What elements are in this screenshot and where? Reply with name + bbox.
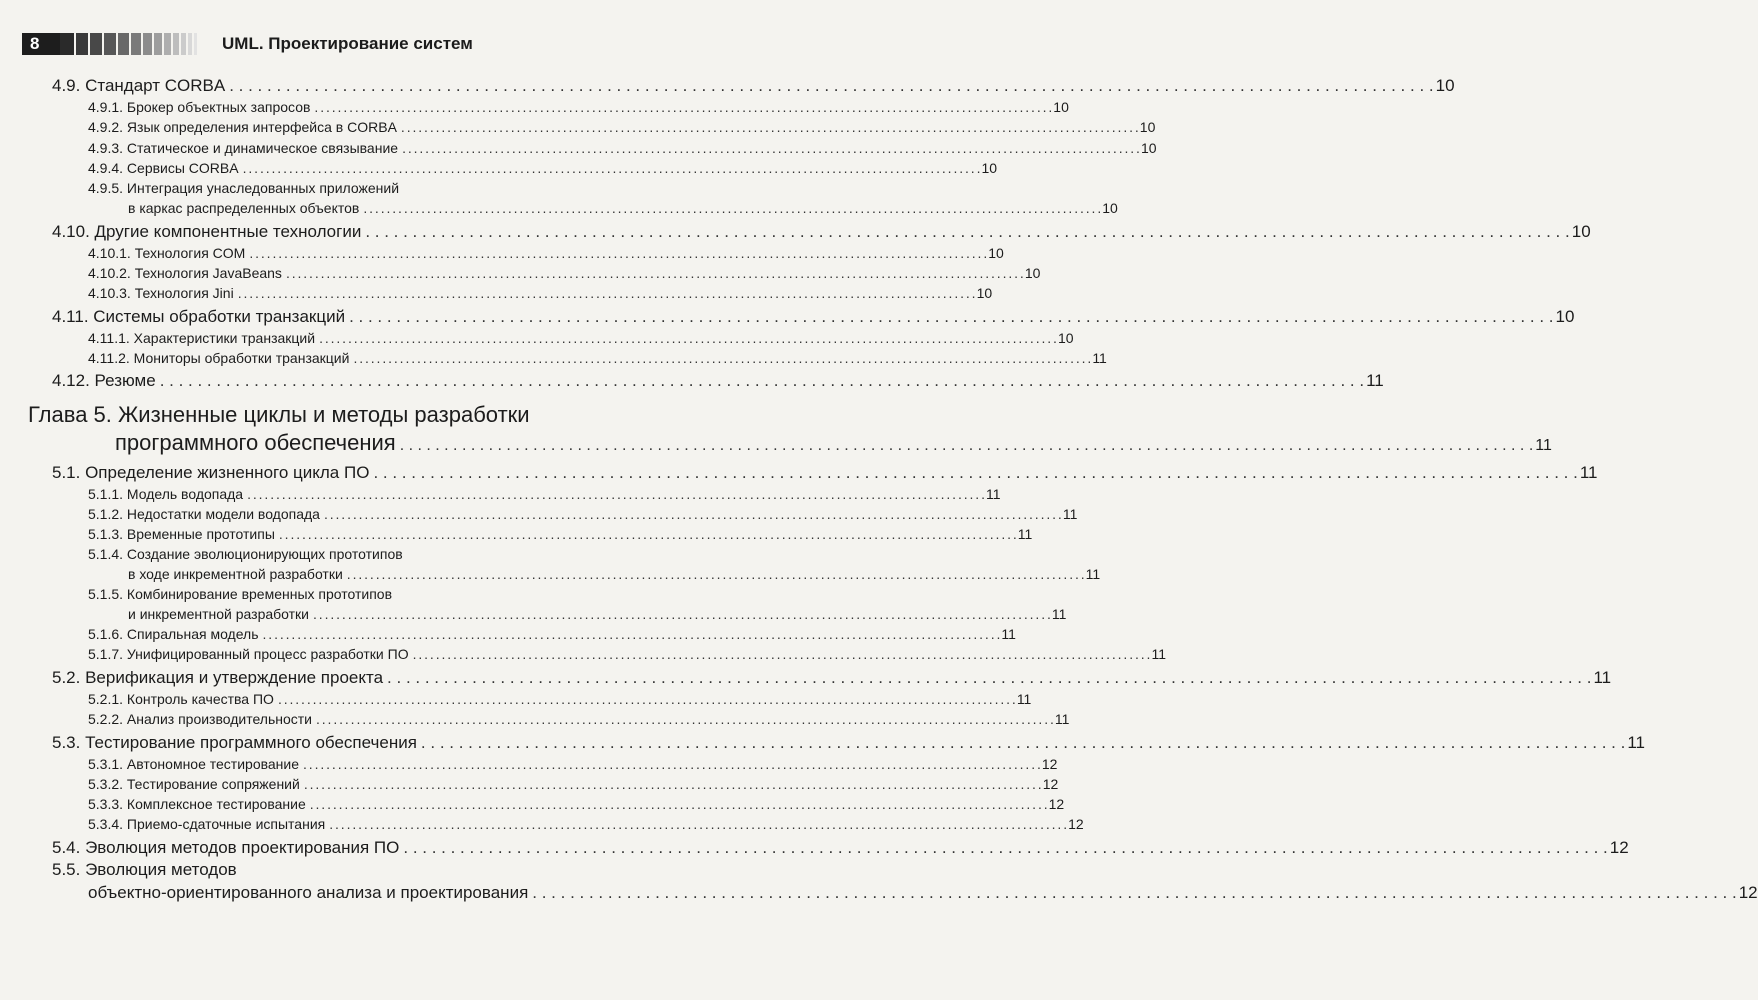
toc-entry-page: 11: [985, 486, 1001, 502]
toc-entry: [88, 646, 1166, 662]
toc-entry-page: 11: [1593, 668, 1612, 687]
toc-entry-page: 10: [1571, 222, 1591, 241]
toc-entry-title: 4.9.4. Сервисы CORBA: [88, 160, 239, 176]
toc-entry: [52, 838, 1629, 858]
toc-entry-page: 12: [1048, 796, 1065, 812]
toc-entry: [88, 119, 1156, 135]
toc-entry: [88, 796, 1065, 812]
toc-entry-page: 11: [1016, 691, 1032, 707]
toc-entry-page: 10: [1435, 76, 1455, 95]
toc-chapter-entry: [115, 430, 1552, 455]
toc-entry-title: 5.3.2. Тестирование сопряжений: [88, 776, 300, 792]
toc-entry-page: 11: [1627, 733, 1645, 752]
toc-entry-title: 5.5. Эволюция методов: [52, 860, 237, 879]
toc-entry: [88, 816, 1084, 832]
toc-entry: [88, 626, 1016, 642]
toc-entry-page: 10: [1140, 140, 1157, 156]
toc-entry-title: 5.3.4. Приемо-сдаточные испытания: [88, 816, 326, 832]
toc-entry-page: 10: [1053, 99, 1069, 115]
toc-entry-title: 5.1.1. Модель водопада: [88, 486, 244, 502]
toc-entry-page: 11: [1001, 626, 1016, 642]
toc-entry-page: 10: [1057, 330, 1074, 346]
toc-entry-title: 5.3. Тестирование программного обеспечения: [52, 733, 417, 752]
toc-entry-title: 4.12. Резюме: [52, 371, 156, 390]
toc-entry-title: 5.1.5. Комбинирование временных прототипов: [88, 586, 393, 602]
toc-entry: [52, 222, 1591, 242]
header-title: UML. Проектирование систем: [222, 34, 473, 53]
toc-entry-title: 5.1.3. Временные прототипы: [88, 526, 275, 542]
toc-entry: [88, 691, 1032, 707]
toc-entry-page: 12: [1042, 776, 1059, 792]
toc-entry-title: 4.11.2. Мониторы обработки транзакций: [88, 350, 350, 366]
toc-entry-page: 12: [1041, 756, 1058, 772]
toc-entry-title: 4.9.2. Язык определения интерфейса в CORBA: [88, 119, 397, 135]
toc-entry-title: 5.3.1. Автономное тестирование: [88, 756, 300, 772]
toc-entry: [128, 200, 1118, 216]
toc-entry: [88, 883, 1758, 903]
toc-entry: [128, 606, 1067, 622]
toc-entry-page: 10: [1139, 119, 1156, 135]
toc-entry: [52, 307, 1575, 327]
toc-entry-title: 4.9.1. Брокер объектных запросов: [88, 99, 311, 115]
toc-entry: [88, 285, 993, 301]
toc-entry-title: объектно-ориентированного анализа и проектирования: [88, 883, 529, 902]
toc-entry-title: 4.11.1. Характеристики транзакций: [88, 330, 316, 346]
toc-entry-title: 4.10.1. Технология COM: [88, 245, 246, 261]
toc-entry: [52, 733, 1645, 753]
toc-entry-title: 4.9.3. Статическое и динамическое связывание: [88, 140, 399, 156]
toc-entry: [88, 711, 1070, 727]
toc-entry-title: 4.10.3. Технология Jini: [88, 285, 234, 301]
toc-entry-title: в ходе инкрементной разработки: [128, 566, 343, 582]
toc-entry: [88, 265, 1041, 281]
toc-entry-title: 5.1.6. Спиральная модель: [88, 626, 259, 642]
toc-entry: [88, 776, 1059, 792]
toc-entry-title: 4.10. Другие компонентные технологии: [52, 222, 362, 241]
toc-entry-page: 12: [1068, 816, 1084, 832]
toc-entry: [88, 330, 1074, 346]
page-number: 8: [22, 33, 60, 55]
toc-entry: [52, 76, 1455, 96]
toc-entry: [52, 668, 1612, 688]
toc-entry-title: 5.4. Эволюция методов проектирования ПО: [52, 838, 400, 857]
toc-entry-page: 11: [1085, 566, 1101, 582]
toc-entry-page: 11: [1017, 526, 1033, 542]
toc-entry-page: 11: [1051, 606, 1067, 622]
toc-entry-title: программного обеспечения: [115, 430, 396, 455]
toc-entry-page: 11: [1366, 371, 1384, 390]
toc-entry-page: 12: [1738, 883, 1758, 902]
toc-entry-title: 5.2.1. Контроль качества ПО: [88, 691, 274, 707]
toc-entry: [88, 350, 1107, 366]
toc-entry: [52, 371, 1384, 391]
toc-entry-title: 5.1.7. Унифицированный процесс разработки ПО: [88, 646, 409, 662]
toc-entry-page: 10: [976, 285, 993, 301]
toc-entry-title: 4.10.2. Технология JavaBeans: [88, 265, 282, 281]
toc-entry-title: 4.11. Системы обработки транзакций: [52, 307, 346, 326]
toc-entry-page: 11: [1054, 711, 1070, 727]
toc-entry-title: 5.2.2. Анализ производительности: [88, 711, 312, 727]
toc-entry-page: 10: [988, 245, 1004, 261]
toc-entry: [88, 245, 1004, 261]
toc-entry-page: 11: [1579, 463, 1598, 482]
toc-entry: [128, 566, 1101, 582]
toc-entry: [88, 486, 1001, 502]
toc-entry-title: 5.3.3. Комплексное тестирование: [88, 796, 306, 812]
toc-entry-page: 11: [1062, 506, 1078, 522]
toc-entry-page: 11: [1151, 646, 1166, 662]
toc-entry: [88, 160, 998, 176]
toc-entry-title: 5.1. Определение жизненного цикла ПО: [52, 463, 370, 482]
toc-entry-page: 12: [1609, 838, 1629, 857]
toc-entry: [88, 506, 1078, 522]
toc-entry-page: 10: [981, 160, 998, 176]
toc-entry-title: 5.1.2. Недостатки модели водопада: [88, 506, 320, 522]
toc-entry-title: 5.1.4. Создание эволюционирующих прототипов: [88, 546, 403, 562]
toc-entry-page: 10: [1102, 200, 1118, 216]
toc-entry: [52, 463, 1598, 483]
toc-entry: [88, 140, 1157, 156]
toc-entry-title: 4.9.5. Интеграция унаследованных приложений: [88, 180, 400, 196]
toc-entry-page: 11: [1535, 436, 1552, 454]
toc-entry: [88, 756, 1058, 772]
toc-entry-title: 5.2. Верификация и утверждение проекта: [52, 668, 384, 687]
toc-entry-title: и инкрементной разработки: [128, 606, 310, 622]
toc-entry-page: 10: [1555, 307, 1575, 326]
toc-chapter-title: Глава 5. Жизненные циклы и методы разработки: [28, 402, 530, 427]
toc-entry-title: в каркас распределенных объектов: [128, 200, 360, 216]
toc-entry-page: 11: [1092, 350, 1107, 366]
toc-entry: [88, 526, 1033, 542]
toc-entry-title: 4.9. Стандарт CORBA: [52, 76, 226, 95]
toc-entry: [88, 99, 1069, 115]
toc-entry-page: 10: [1024, 265, 1041, 281]
